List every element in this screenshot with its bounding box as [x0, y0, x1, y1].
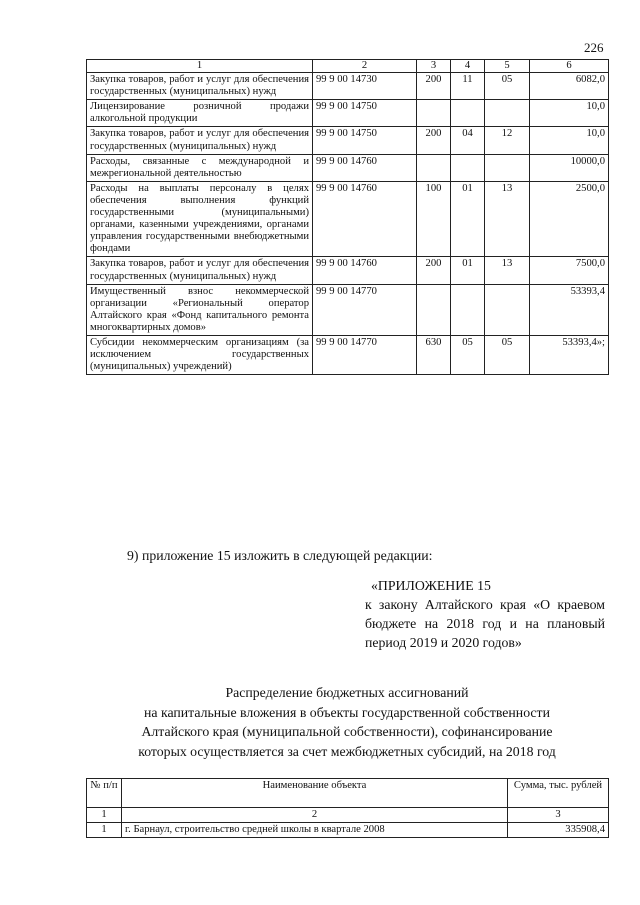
table-row: [87, 127, 609, 154]
paragraph-9: 9) приложение 15 изложить в следующей редакции:: [127, 548, 433, 563]
row-subsection: 13: [485, 181, 530, 257]
appendix-reference: к закону Алтайского края «О краевом бюджете на 2018 год и на плановый период 2019 и 2020 годов»: [365, 597, 605, 650]
row-subsection: [485, 284, 530, 335]
row-sum: 7500,0: [530, 257, 609, 284]
row-expense-type: [417, 154, 451, 181]
table-row: [87, 823, 609, 838]
row-sum: 10000,0: [530, 154, 609, 181]
column-number: 6: [530, 60, 609, 73]
capital-investment-table: [86, 778, 609, 838]
row-expense-type: 200: [417, 127, 451, 154]
column-number: 5: [485, 60, 530, 73]
title-line: Алтайского края (муниципальной собственности), софинансирование: [141, 724, 553, 739]
row-code: 99 9 00 14760: [313, 257, 417, 284]
column-number: 1: [87, 60, 313, 73]
row-subsection: 13: [485, 257, 530, 284]
row-sum: 6082,0: [530, 73, 609, 100]
row-name: Лицензирование розничной продажи алкогольной продукции: [87, 100, 313, 127]
column-number: 2: [122, 808, 508, 823]
row-name: Закупка товаров, работ и услуг для обеспечения государственных (муниципальных) нужд: [87, 73, 313, 100]
row-sum: 53393,4: [530, 284, 609, 335]
row-code: 99 9 00 14760: [313, 154, 417, 181]
document-title: [86, 683, 608, 761]
header-sum: Сумма, тыс. рублей: [508, 779, 609, 808]
row-subsection: [485, 154, 530, 181]
column-number: 1: [87, 808, 122, 823]
row-section: [451, 154, 485, 181]
header-object-name: Наименование объекта: [122, 779, 508, 808]
row-object-name: г. Барнаул, строительство средней школы в квартале 2008: [122, 823, 508, 838]
row-sum: 10,0: [530, 127, 609, 154]
expenditure-table-body: [87, 60, 609, 375]
table-row: [87, 154, 609, 181]
column-number: 3: [508, 808, 609, 823]
row-name: Субсидии некоммерческим организациям (за исключением государственных (муниципальных) учреждений): [87, 335, 313, 374]
title-line: которых осуществляется за счет межбюджетных субсидий, на 2018 год: [138, 743, 556, 759]
row-code: 99 9 00 14770: [313, 284, 417, 335]
row-section: 04: [451, 127, 485, 154]
appendix-label: «ПРИЛОЖЕНИЕ 15: [371, 578, 491, 593]
table-row: [87, 100, 609, 127]
table-row: [87, 335, 609, 374]
table-row: [87, 284, 609, 335]
header-number: № п/п: [87, 779, 122, 808]
row-section: 05: [451, 335, 485, 374]
row-name: Расходы, связанные с международной и межрегиональной деятельностью: [87, 154, 313, 181]
row-name: Имущественный взнос некоммерческой организации «Региональный оператор Алтайского края «Фонд капитального ремонта многоквартирных домов»: [87, 284, 313, 335]
row-expense-type: 630: [417, 335, 451, 374]
table-row: [87, 73, 609, 100]
row-expense-type: 100: [417, 181, 451, 257]
page-number: 226: [584, 40, 604, 55]
row-expense-type: [417, 100, 451, 127]
appendix-header: [365, 576, 605, 652]
row-section: [451, 284, 485, 335]
row-code: 99 9 00 14760: [313, 181, 417, 257]
row-subsection: 05: [485, 335, 530, 374]
row-code: 99 9 00 14770: [313, 335, 417, 374]
row-name: Закупка товаров, работ и услуг для обеспечения государственных (муниципальных) нужд: [87, 257, 313, 284]
row-code: 99 9 00 14750: [313, 100, 417, 127]
table-row: [87, 257, 609, 284]
row-name: Расходы на выплаты персоналу в целях обеспечения выполнения функций государственными (муниципальными) органами, казенными учреждениями, органами управления государственными внебюджетными фондами: [87, 181, 313, 257]
column-number: 2: [313, 60, 417, 73]
table-header-row: [87, 779, 609, 808]
table-colnum-row: [87, 808, 609, 823]
table-row: [87, 181, 609, 257]
row-expense-type: [417, 284, 451, 335]
title-line: на капитальные вложения в объекты государственной собственности: [144, 704, 550, 720]
row-section: [451, 100, 485, 127]
row-subsection: 12: [485, 127, 530, 154]
row-expense-type: 200: [417, 257, 451, 284]
table-header-row: [87, 60, 609, 73]
column-number: 4: [451, 60, 485, 73]
row-number: 1: [87, 823, 122, 838]
row-sum: 335908,4: [508, 823, 609, 838]
row-subsection: [485, 100, 530, 127]
row-section: 01: [451, 181, 485, 257]
expenditure-table: [86, 59, 609, 375]
row-expense-type: 200: [417, 73, 451, 100]
title-line: Распределение бюджетных ассигнований: [225, 685, 469, 700]
row-code: 99 9 00 14750: [313, 127, 417, 154]
row-sum: 53393,4»;: [530, 335, 609, 374]
row-name: Закупка товаров, работ и услуг для обеспечения государственных (муниципальных) нужд: [87, 127, 313, 154]
row-sum: 10,0: [530, 100, 609, 127]
row-subsection: 05: [485, 73, 530, 100]
capital-investment-table-body: [87, 779, 609, 838]
column-number: 3: [417, 60, 451, 73]
row-section: 01: [451, 257, 485, 284]
row-code: 99 9 00 14730: [313, 73, 417, 100]
row-section: 11: [451, 73, 485, 100]
row-sum: 2500,0: [530, 181, 609, 257]
